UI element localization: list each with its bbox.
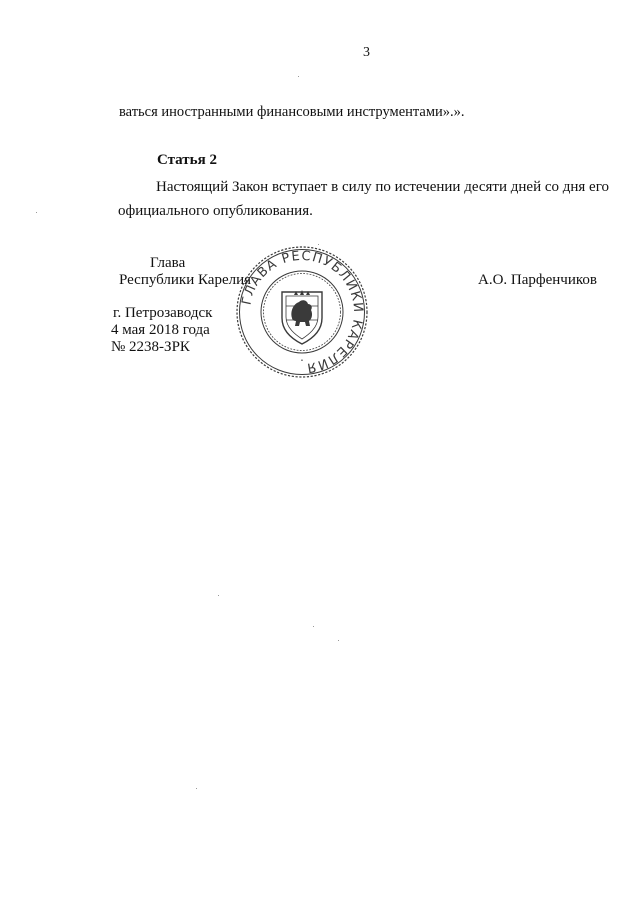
paragraph-line-1: Настоящий Закон вступает в силу по истечении десяти дней со дня его bbox=[156, 179, 609, 195]
paragraph-line-2: официального опубликования. bbox=[118, 203, 313, 219]
law-number: № 2238-ЗРК bbox=[111, 339, 190, 355]
article-heading: Статья 2 bbox=[157, 152, 217, 168]
signatory-title-line-2: Республики Карелия bbox=[119, 272, 252, 288]
signatory-title-line-1: Глава bbox=[150, 255, 186, 271]
page-number: 3 bbox=[363, 45, 370, 60]
official-seal-icon bbox=[234, 244, 370, 380]
svg-text:•: • bbox=[300, 358, 304, 364]
signing-date: 4 мая 2018 года bbox=[111, 322, 210, 338]
seal-ring-text: ГЛАВА РЕСПУБЛИКИ КАРЕЛИЯ bbox=[239, 248, 366, 375]
place-of-signing: г. Петрозаводск bbox=[113, 305, 213, 321]
signatory-name: А.О. Парфенчиков bbox=[478, 272, 597, 288]
continued-text-line: ваться иностранными финансовыми инструментами».». bbox=[119, 104, 465, 120]
